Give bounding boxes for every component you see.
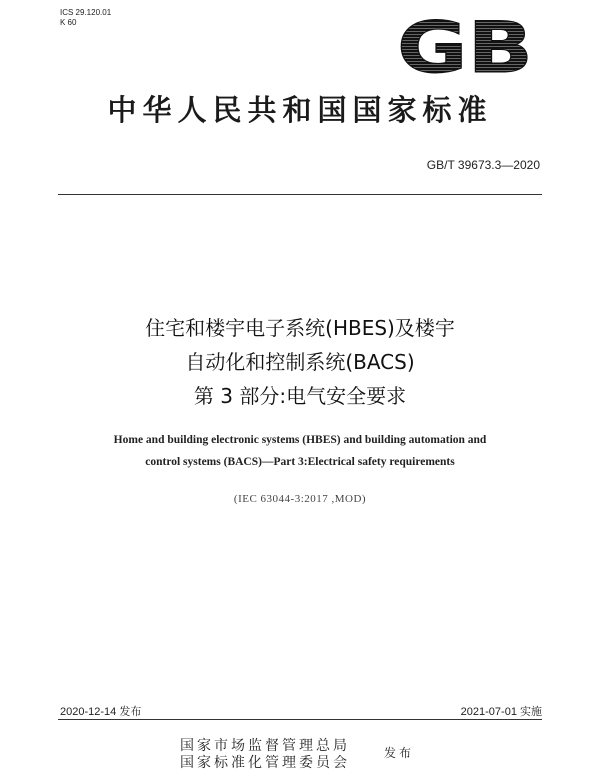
top-divider — [58, 194, 542, 195]
chinese-title-line-1: 住宅和楼宇电子系统(HBES)及楼宇 — [145, 316, 455, 340]
english-title-line-2: control systems (BACS)—Part 3:Electrical safety requirements — [145, 456, 455, 468]
chinese-title-line-2: 自动化和控制系统(BACS) — [185, 350, 415, 374]
english-title-line-1: Home and building electronic systems (HBES) and building automation and — [113, 434, 487, 446]
gb-logo — [395, 14, 535, 76]
issuer-line-1: 国家市场监督管理总局 — [180, 738, 350, 754]
organization-title: 中华人民共和国国家标准 — [107, 93, 493, 127]
ics-code: ICS 29.120.01 — [60, 8, 112, 17]
issue-label: 发布 — [384, 746, 415, 760]
classification-codes — [60, 8, 111, 28]
ccs-code: K 60 — [60, 18, 77, 27]
international-equivalence: (IEC 63044-3:2017 ,MOD) — [233, 493, 367, 505]
chinese-title-line-3: 第 3 部分:电气安全要求 — [193, 384, 407, 408]
standard-number: GB/T 39673.3—2020 — [426, 158, 540, 172]
issuer-line-2: 国家标准化管理委员会 — [180, 755, 350, 771]
gb-logo-text: GB — [397, 14, 533, 76]
bottom-divider — [58, 719, 542, 720]
implementation-date: 2021-07-01 实施 — [460, 706, 542, 718]
issue-date: 2020-12-14 发布 — [60, 706, 142, 718]
